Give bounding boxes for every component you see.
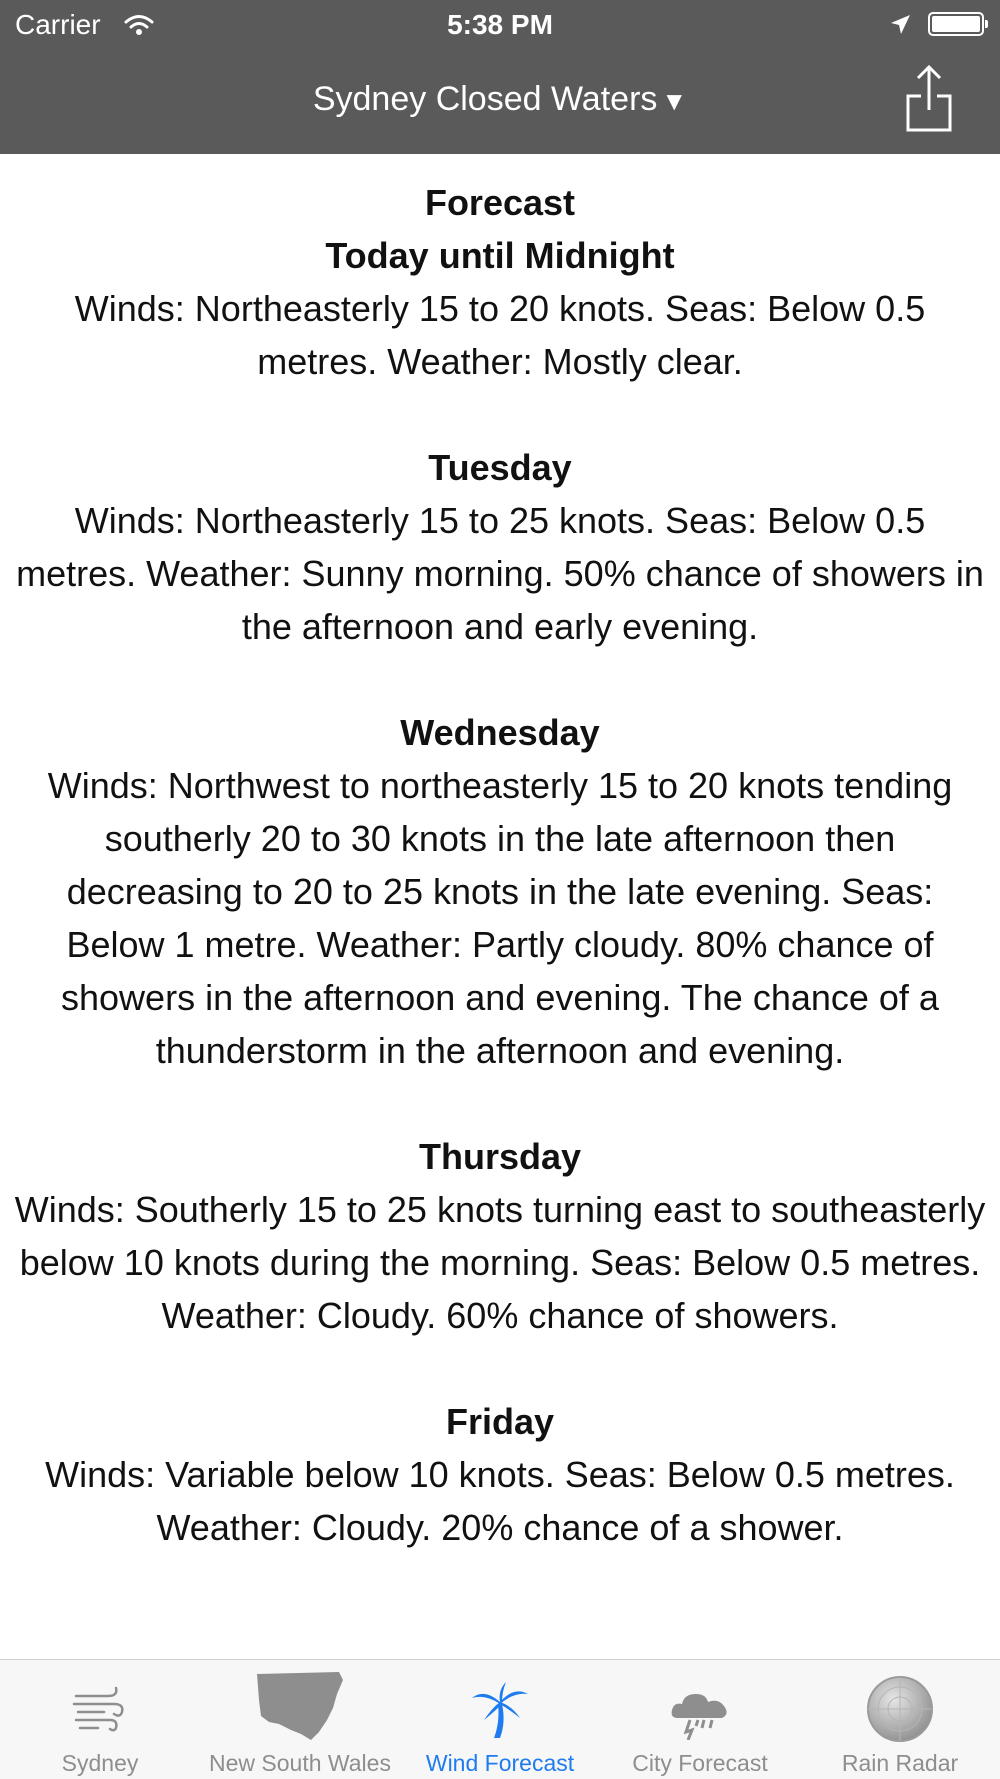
share-icon xyxy=(904,64,954,134)
section-text: Winds: Northwest to northeasterly 15 to 20 knots tending southerly 20 to 30 knots in the late afternoon then decreasing to 20 to 25 knots in the late evening. Seas: Below 1 metre. Weather: Partly cloudy. 80% chance of showers in the afternoon and evening. The chance of a thunderstorm in the afternoon and evening. xyxy=(47,765,953,1071)
wind-icon xyxy=(0,1668,200,1758)
radar-icon xyxy=(800,1668,1000,1758)
tab-bar xyxy=(0,1659,1000,1779)
tab-label: New South Wales xyxy=(209,1750,391,1776)
section-title: Today until Midnight xyxy=(325,235,675,276)
tab-label: Sydney xyxy=(61,1750,139,1776)
location-arrow-icon xyxy=(888,12,912,44)
tab-new-south-wales[interactable] xyxy=(200,1660,400,1779)
tab-label: Wind Forecast xyxy=(425,1750,575,1776)
status-bar xyxy=(0,0,1000,50)
section-title: Friday xyxy=(445,1401,555,1442)
tab-label: Rain Radar xyxy=(841,1750,959,1776)
tab-sydney[interactable] xyxy=(0,1660,200,1779)
tab-wind-forecast[interactable] xyxy=(400,1660,600,1779)
forecast-section xyxy=(14,441,986,653)
forecast-section xyxy=(14,1395,986,1554)
region-title: Sydney Closed Waters xyxy=(312,80,658,118)
section-text: Winds: Northeasterly 15 to 20 knots. Seas: Below 0.5 metres. Weather: Mostly clear. xyxy=(74,288,926,382)
palm-tree-icon xyxy=(400,1668,600,1758)
tab-rain-radar[interactable] xyxy=(800,1660,1000,1779)
status-time: 5:38 PM xyxy=(447,9,553,40)
tab-label: City Forecast xyxy=(632,1750,768,1776)
storm-cloud-icon xyxy=(600,1668,800,1758)
section-title: Tuesday xyxy=(428,447,572,488)
section-title: Wednesday xyxy=(400,712,600,753)
forecast-section xyxy=(14,229,986,388)
section-text: Winds: Southerly 15 to 25 knots turning east to southeasterly below 10 knots during the morning. Seas: Below 0.5 metres. Weather: Cloudy. 60% chance of showers. xyxy=(14,1189,986,1336)
top-bar xyxy=(0,0,1000,154)
section-title: Thursday xyxy=(418,1136,582,1177)
share-button[interactable] xyxy=(904,64,954,134)
forecast-heading: Forecast xyxy=(424,182,576,223)
nsw-map-icon xyxy=(200,1668,400,1758)
forecast-section xyxy=(14,1130,986,1342)
carrier-label: Carrier xyxy=(15,9,101,40)
section-text: Winds: Northeasterly 15 to 25 knots. Seas: Below 0.5 metres. Weather: Sunny morning. 50% chance of showers in the afternoon and early evening. xyxy=(16,500,984,647)
region-selector[interactable] xyxy=(0,80,1000,119)
forecast-scroll[interactable] xyxy=(0,154,1000,1659)
section-text: Winds: Variable below 10 knots. Seas: Below 0.5 metres. Weather: Cloudy. 20% chance of a shower. xyxy=(45,1454,955,1548)
forecast-section xyxy=(14,706,986,1077)
battery-icon xyxy=(928,12,984,36)
caret-down-icon: ▼ xyxy=(661,86,688,116)
tab-city-forecast[interactable] xyxy=(600,1660,800,1779)
